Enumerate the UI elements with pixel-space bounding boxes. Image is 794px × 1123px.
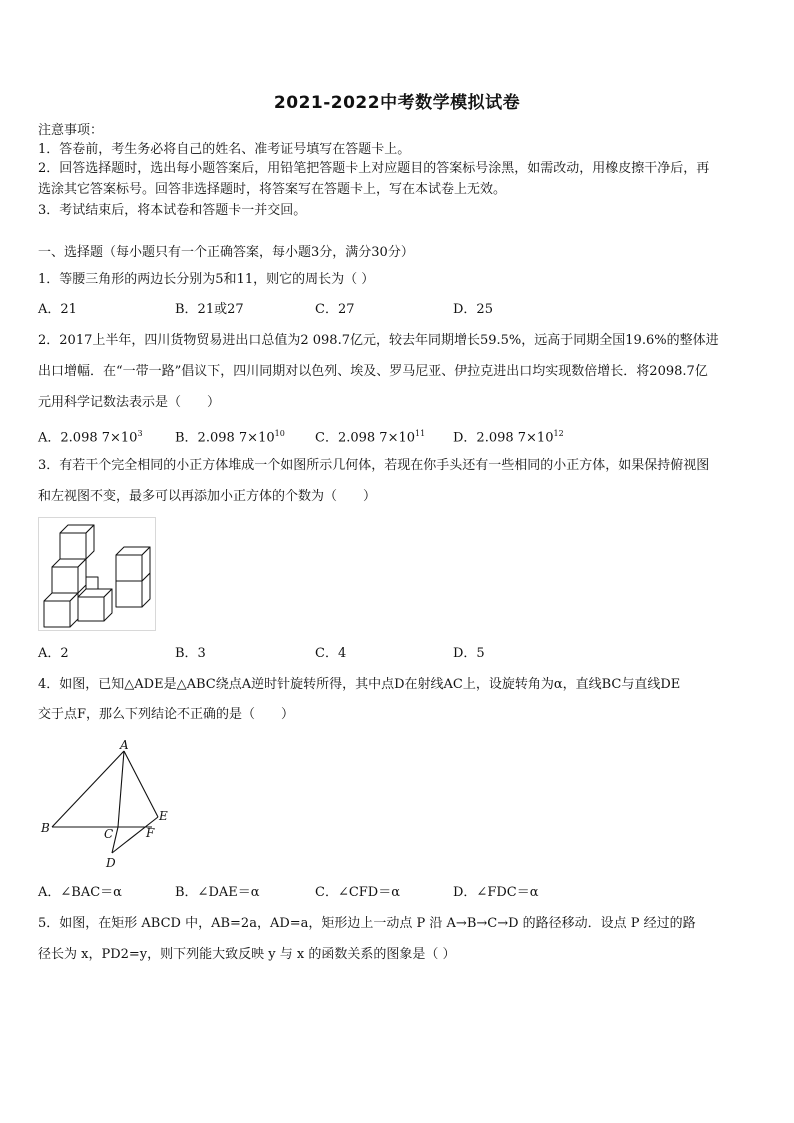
q1-option-b[interactable]: B．21或27 bbox=[175, 302, 244, 317]
question-2-line-1: 2．2017上半年，四川货物贸易进出口总值为2 098.7亿元，较去年同期增长59.5%，远高于同期全国19.6%的整体进 bbox=[38, 333, 719, 348]
notice-heading: 注意事项： bbox=[38, 123, 104, 138]
cube-face bbox=[116, 555, 142, 581]
label-e: E bbox=[159, 809, 168, 823]
question-5-line-2: 径长为 x，PD2=y，则下列能大致反映 y 与 x 的函数关系的图象是（ ） bbox=[38, 947, 456, 962]
notice-item-2-cont: 选涂其它答案标号。回答非选择题时，将答案写在答题卡上，写在本试卷上无效。 bbox=[38, 182, 507, 197]
cube-face bbox=[116, 581, 142, 607]
label-d: D bbox=[106, 856, 116, 870]
question-4-line-2: 交于点F，那么下列结论不正确的是（ ） bbox=[38, 707, 295, 722]
label-c: C bbox=[104, 827, 114, 841]
q4-option-b[interactable]: B．∠DAE＝α bbox=[175, 885, 260, 900]
cube-face bbox=[60, 533, 86, 559]
cube-face bbox=[44, 601, 70, 627]
question-2-line-3: 元用科学记数法表示是（ ） bbox=[38, 395, 221, 410]
q2-option-c[interactable]: C．2.098 $7\times 10^{11}$ bbox=[315, 429, 426, 446]
question-3-line-2: 和左视图不变，最多可以再添加小正方体的个数为（ ） bbox=[38, 489, 377, 504]
label-b: B bbox=[41, 821, 50, 835]
question-1-text: 1．等腰三角形的两边长分别为5和11，则它的周长为（ ） bbox=[38, 272, 375, 287]
q3-option-c[interactable]: C．4 bbox=[315, 646, 347, 661]
q1-option-d[interactable]: D．25 bbox=[453, 302, 493, 317]
q3-option-d[interactable]: D．5 bbox=[453, 646, 485, 661]
q1-option-a[interactable]: A．21 bbox=[38, 302, 77, 317]
q2-option-a[interactable]: A．2.098 $7\times 10^3$ bbox=[38, 429, 143, 446]
triangle-rotation-figure bbox=[38, 737, 174, 873]
segment-ab bbox=[52, 751, 124, 827]
q4-option-a[interactable]: A．∠BAC＝α bbox=[38, 885, 122, 900]
notice-item-2: 2．回答选择题时，选出每小题答案后，用铅笔把答题卡上对应题目的答案标号涂黑，如需改动，用橡皮擦干净后，再 bbox=[38, 161, 710, 176]
q3-option-a[interactable]: A．2 bbox=[38, 646, 69, 661]
cube-face bbox=[78, 597, 104, 621]
question-3-options bbox=[38, 645, 758, 663]
q4-option-c[interactable]: C．∠CFD＝α bbox=[315, 885, 401, 900]
question-2-line-2: 出口增幅．在“一带一路”倡议下，四川同期对以色列、埃及、罗马尼亚、伊拉克进出口均实现数倍增长．将2098.7亿 bbox=[38, 364, 708, 379]
question-4-options bbox=[38, 884, 758, 902]
label-f: F bbox=[146, 826, 155, 840]
question-1-options bbox=[38, 301, 758, 319]
segment-ae bbox=[124, 751, 158, 817]
notice-item-3: 3．考试结束后，将本试卷和答题卡一并交回。 bbox=[38, 203, 307, 218]
cube-stack-figure bbox=[38, 517, 156, 631]
q2-option-b[interactable]: B．2.098 $7\times 10^{10}$ bbox=[175, 429, 285, 446]
exam-title: 2021-2022中考数学模拟试卷 bbox=[273, 93, 521, 113]
q2-option-d[interactable]: D．2.098 $7\times 10^{12}$ bbox=[453, 429, 564, 446]
notice-item-1: 1．答卷前，考生务必将自己的姓名、准考证号填写在答题卡上。 bbox=[38, 142, 411, 157]
section-heading: 一、选择题（每小题只有一个正确答案，每小题3分，满分30分） bbox=[38, 245, 414, 260]
question-3-line-1: 3．有若干个完全相同的小正方体堆成一个如图所示几何体，若现在你手头还有一些相同的小正方体，如果保持俯视图 bbox=[38, 458, 710, 473]
q3-option-b[interactable]: B．3 bbox=[175, 646, 206, 661]
question-5-line-1: 5．如图，在矩形 ABCD 中，AB=2a，AD=a，矩形边上一动点 P 沿 A→B→C→D 的路径移动．设点 P 经过的路 bbox=[38, 916, 696, 931]
segment-ac bbox=[118, 751, 124, 827]
q4-option-d[interactable]: D．∠FDC＝α bbox=[453, 885, 539, 900]
question-2-options bbox=[38, 425, 758, 446]
question-4-line-1: 4．如图，已知△ADE是△ABC绕点A逆时针旋转所得，其中点D在射线AC上，设旋转角为α，直线BC与直线DE bbox=[38, 677, 681, 692]
label-a: A bbox=[120, 738, 129, 752]
cube-face bbox=[52, 567, 78, 593]
q1-option-c[interactable]: C．27 bbox=[315, 302, 355, 317]
